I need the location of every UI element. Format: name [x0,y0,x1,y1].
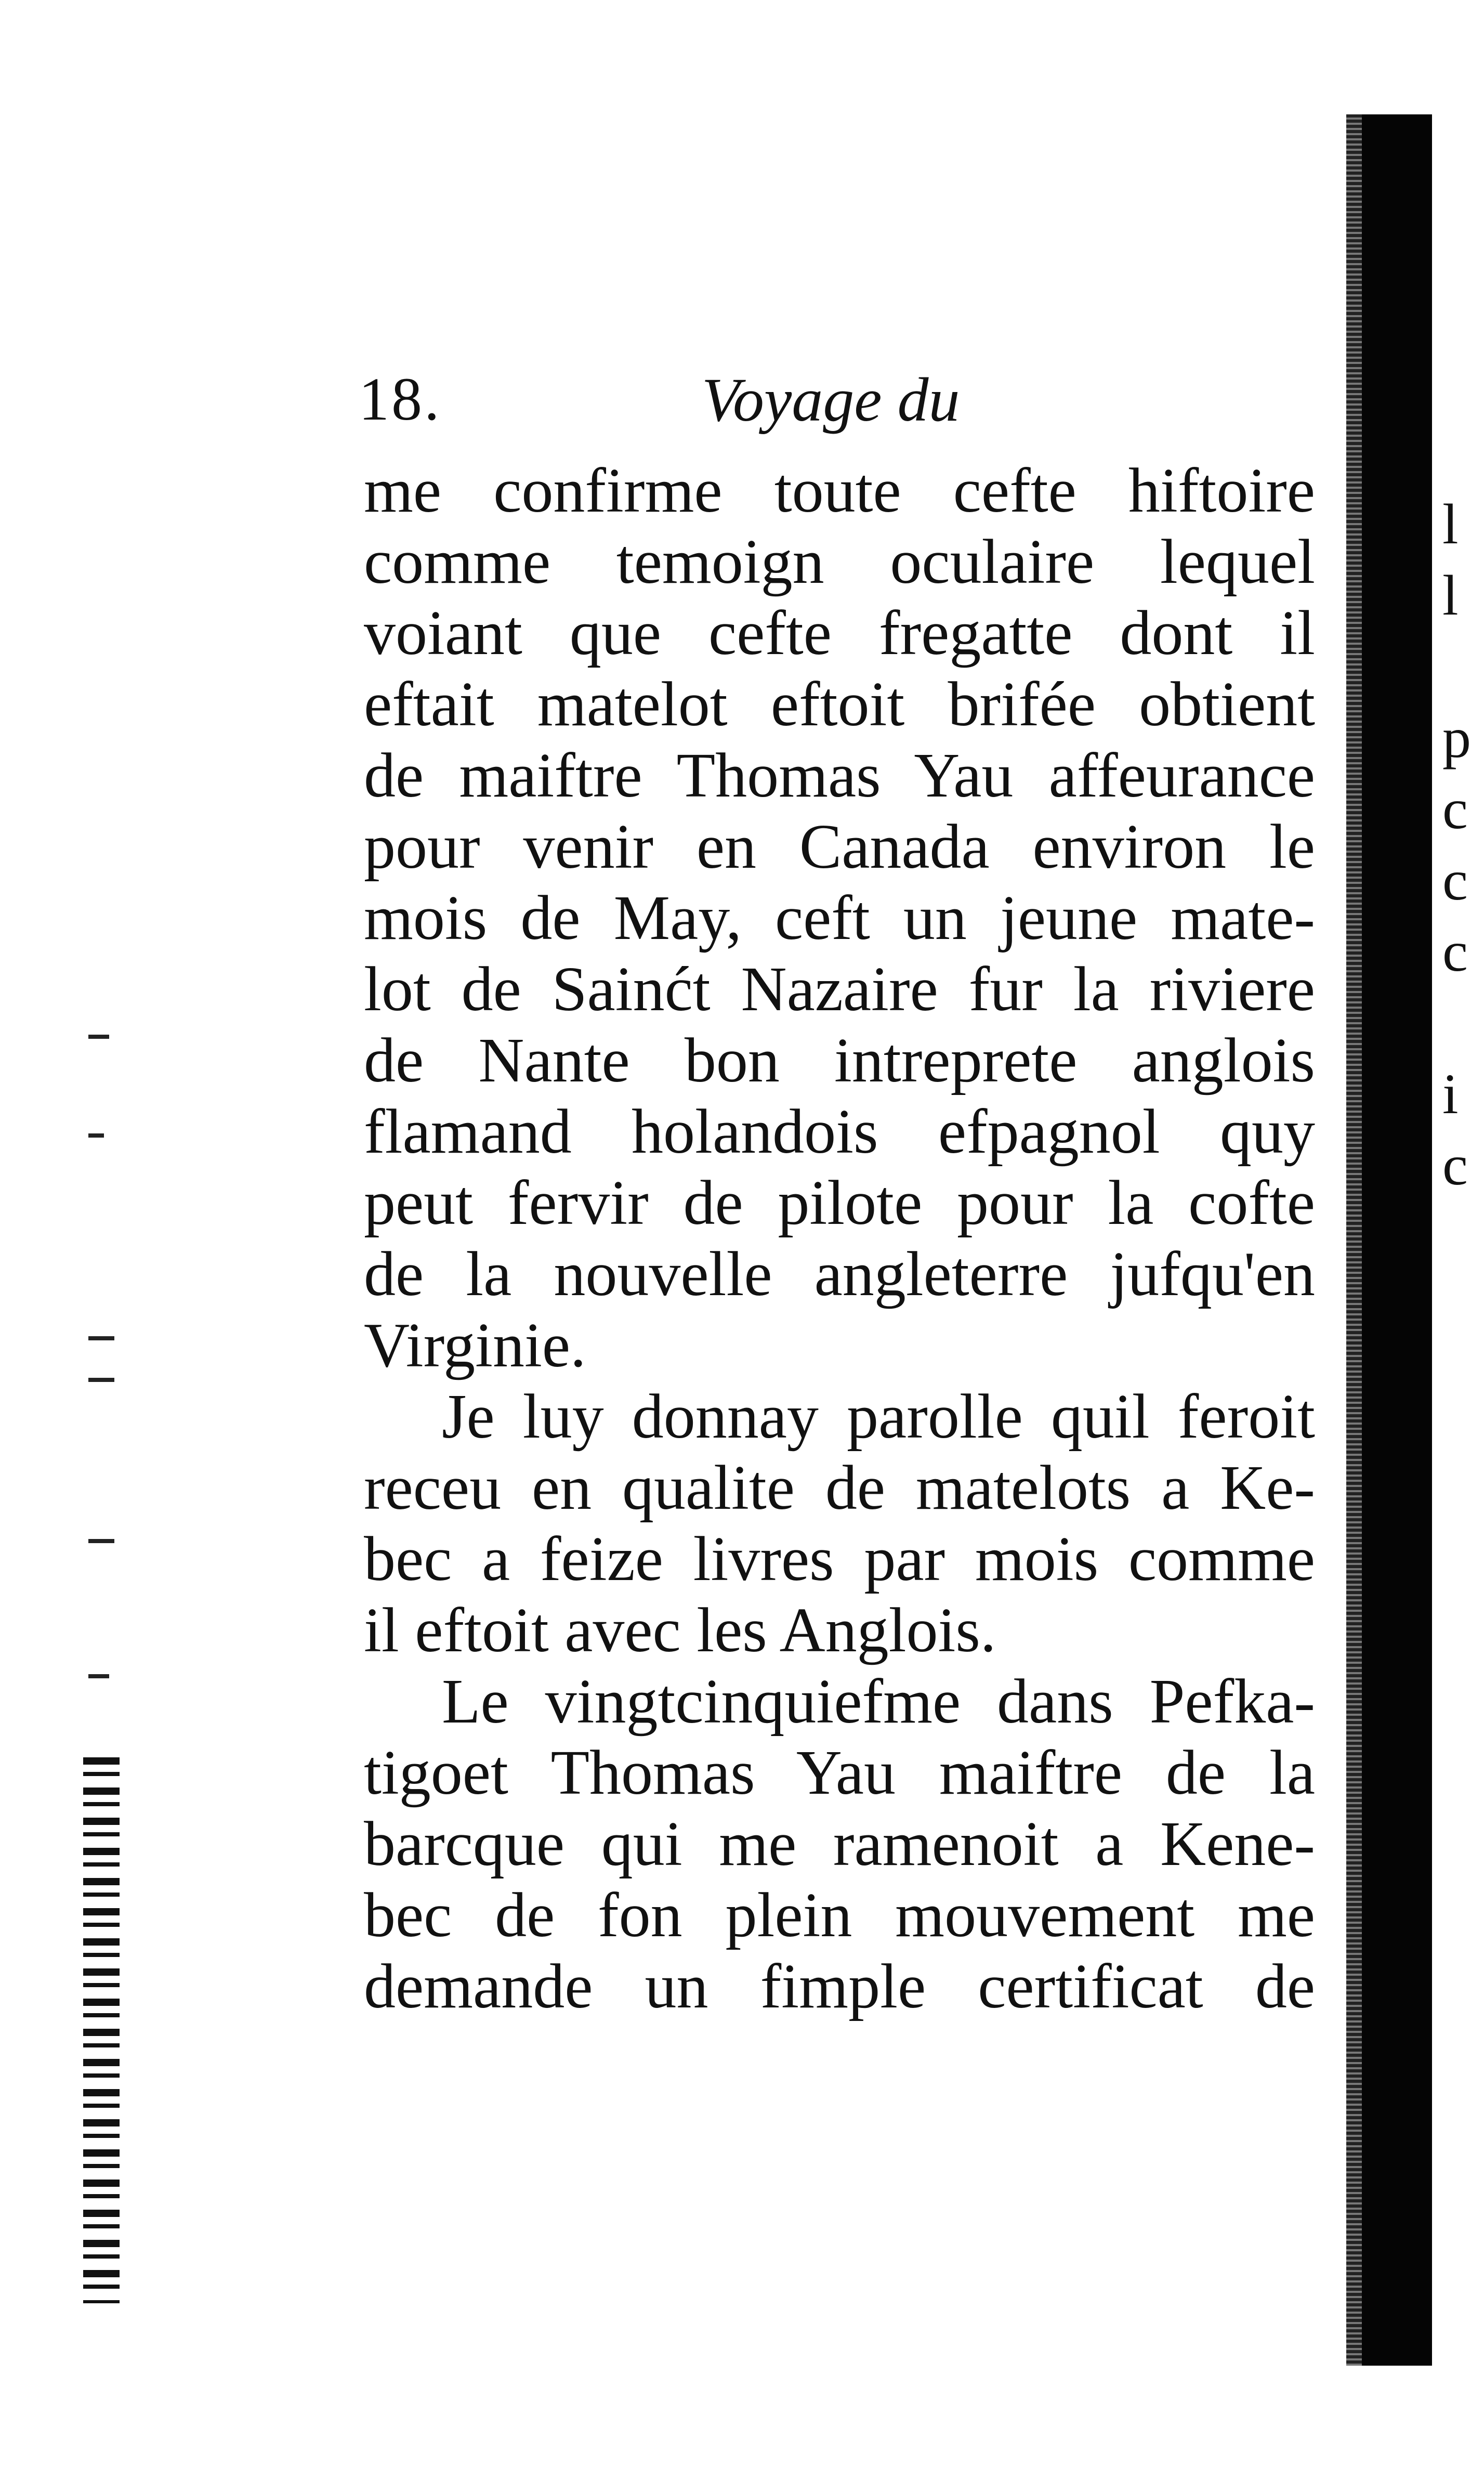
book-binding-shadow [1354,114,1432,2366]
running-head: Voyage du [702,365,960,434]
margin-tick [88,1133,104,1138]
margin-tick [88,1035,109,1039]
text-line: demande un fimple certificat de [364,1951,1315,2021]
text-line: de Nante bon intreprete anglois [364,1025,1315,1095]
paragraph-start-line: Je luy donnay parolle quil feroit [442,1381,1315,1452]
text-line: mois de May, ceft un jeune mate- [364,883,1315,953]
facing-glyph: p [1442,706,1471,769]
page-number: 18. [359,365,442,433]
paragraph-start-line: Le vingtcinquiefme dans Pefka- [442,1666,1315,1737]
body-text [364,455,1315,2022]
text-line: me confirme toute cefte hiftoire [364,455,1315,526]
facing-glyph [1442,987,1474,1059]
text-line: flamand holandois efpagnol quy [364,1097,1315,1167]
facing-glyph: c [1442,1133,1468,1197]
facing-glyph: c [1442,849,1468,912]
facing-glyph [1442,631,1474,702]
margin-tick [88,1336,114,1340]
text-line: lot de Sainćt Nazaire fur la riviere [364,954,1315,1024]
text-line: eftait matelot eftoit brifée obtient [364,669,1315,739]
text-line: bec a feize livres par mois comme [364,1524,1315,1594]
text-line: voiant que cefte fregatte dont il [364,598,1315,668]
text-line: il eftoit avec les Anglois. [364,1595,996,1665]
text-line: bec de fon plein mouvement me [364,1880,1315,1950]
text-line: tigoet Thomas Yau maiftre de la [364,1738,1315,1808]
facing-glyph: c [1442,777,1468,841]
binding-edge [1346,114,1362,2366]
text-line: pour venir en Canada environ le [364,812,1315,882]
margin-tick [88,1378,114,1382]
text-line: Virginie. [364,1310,586,1380]
margin-tick [88,1674,109,1678]
facing-glyph: c [1442,920,1468,983]
text-line: de la nouvelle angleterre jufqu'en [364,1239,1315,1309]
facing-glyph: i [1442,1062,1459,1126]
facing-page-fragment [1442,489,1474,1201]
scan-registration-marks [83,1757,120,2303]
text-line: receu en qualite de matelots a Ke- [364,1453,1315,1523]
margin-tick [88,1539,114,1543]
text-line: comme temoign oculaire lequel [364,527,1315,597]
facing-glyph: l [1442,492,1459,556]
text-line: peut fervir de pilote pour la cofte [364,1168,1315,1238]
page-header [359,364,962,447]
text-line: de maiftre Thomas Yau affeurance [364,740,1315,811]
text-line: barcque qui me ramenoit a Kene- [364,1809,1315,1879]
facing-glyph: l [1442,564,1459,627]
